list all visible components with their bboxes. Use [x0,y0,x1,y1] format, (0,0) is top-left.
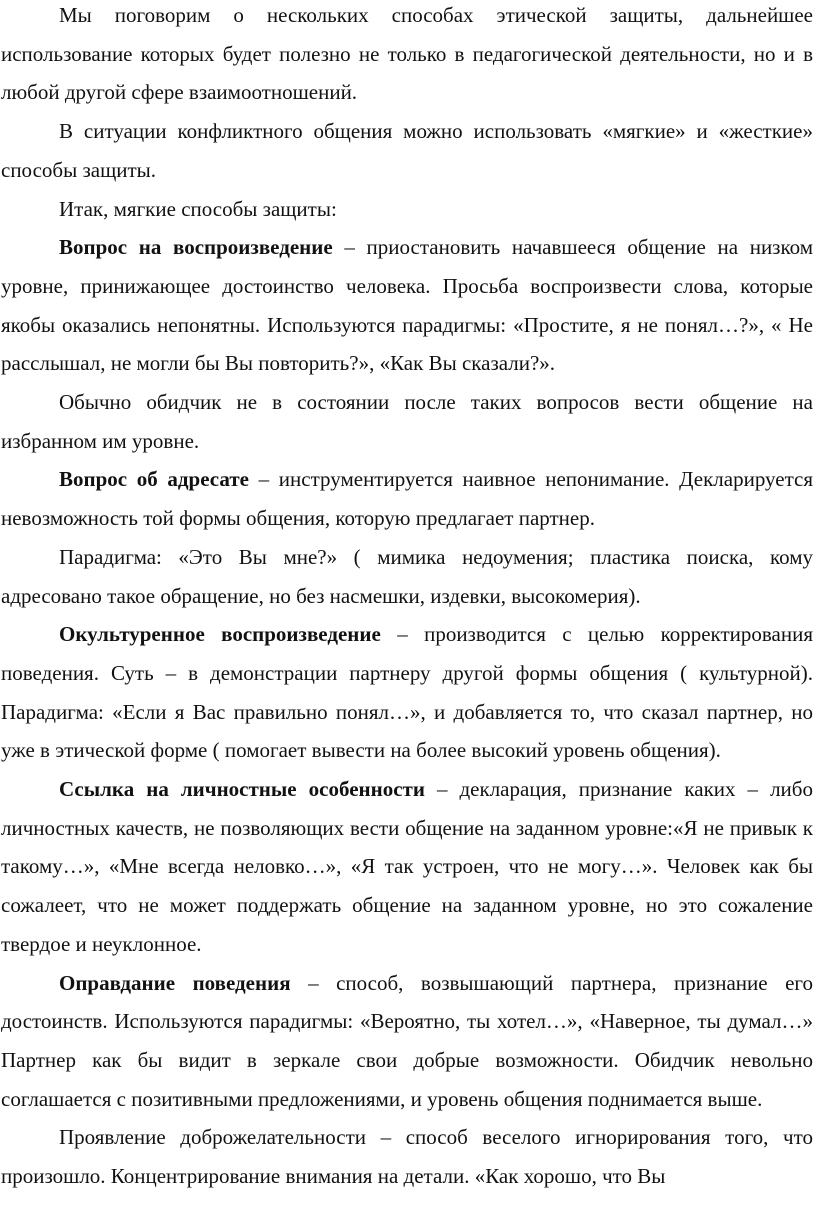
paragraph-text: Проявление доброжелательности – способ веселого игнорирования того, что произошло. Концентрирование внимания на детали. «Как хорошо, что Вы [1,1125,813,1189]
paragraph-behavior-justification [1,964,813,1119]
paragraph-conflict-situation [1,112,813,189]
paragraph-term: Оправдание поведения [59,970,291,995]
paragraph-term: Вопрос об адресате [59,467,249,492]
paragraph-addressee-question [1,460,813,537]
paragraph-text: – декларация, признание каких – либо личностных качеств, не позволяющих вести общение на заданном уровне:«Я не привык к такому…», «Мне всегда неловко…», «Я так устроен, что не могу…». Человек как бы сожалеет, что не может поддержать общение на заданном уровне, но это сожаление твердое и неуклонное. [1,777,813,956]
paragraph-soft-methods-heading [1,190,813,229]
paragraph-addressee-paradigm [1,538,813,615]
paragraph-text: – производится с целью корректирования поведения. Суть – в демонстрации партнеру другой формы общения ( культурной). Парадигма: «Если я Вас правильно понял…», и добавляется то, что сказал партнер, но уже в этической форме ( помогает вывести на более высокий уровень общения). [1,622,813,763]
paragraph-cultured-reproduction [1,615,813,770]
paragraph-term: Вопрос на воспроизведение [59,235,333,260]
paragraph-text: – инструментируется наивное непонимание. Декларируется невозможность той формы общения, которую предлагает партнер. [1,467,814,531]
paragraph-term: Ссылка на личностные особенности [59,777,425,802]
paragraph-reproduction-question [1,228,813,383]
paragraph-text: Мы поговорим о нескольких способах этической защиты, дальнейшее использование которых будет полезно не только в педагогической деятельности, но и в любой другой сфере взаимоотношений. [1,3,813,105]
paragraph-goodwill [1,1118,813,1195]
paragraph-text: – приостановить начавшееся общение на низком уровне, принижающее достоинство человека. Просьба воспроизвести слова, которые якобы оказались непонятны. Используются парадигмы: «Простите, я не понял…?», « Не расслышал, не могли бы Вы повторить?», «Как Вы сказали?». [1,235,813,376]
paragraph-term: Окультуренное воспроизведение [59,622,381,647]
paragraph-text: В ситуации конфликтного общения можно использовать «мягкие» и «жесткие» способы защиты. [1,119,813,182]
paragraph-offender-reaction [1,383,813,460]
paragraph-personal-traits [1,770,813,964]
paragraph-text: Обычно обидчик не в состоянии после таких вопросов вести общение на избранном им уровне. [1,390,813,453]
paragraph-text: Парадигма: «Это Вы мне?» ( мимика недоумения; пластика поиска, кому адресовано такое обращение, но без насмешки, издевки, высокомерия). [1,544,813,608]
paragraph-text: – способ, возвышающий партнера, признание его достоинств. Используются парадигмы: «Вероятно, ты хотел…», «Наверное, ты думал…» Партнер как бы видит в зеркале свои добрые возможности. Обидчик невольно соглашается с позитивными предложениями, и уровень общения поднимается выше. [1,970,814,1111]
paragraph-text: Итак, мягкие способы защиты: [59,196,337,221]
paragraph-intro [1,0,813,112]
